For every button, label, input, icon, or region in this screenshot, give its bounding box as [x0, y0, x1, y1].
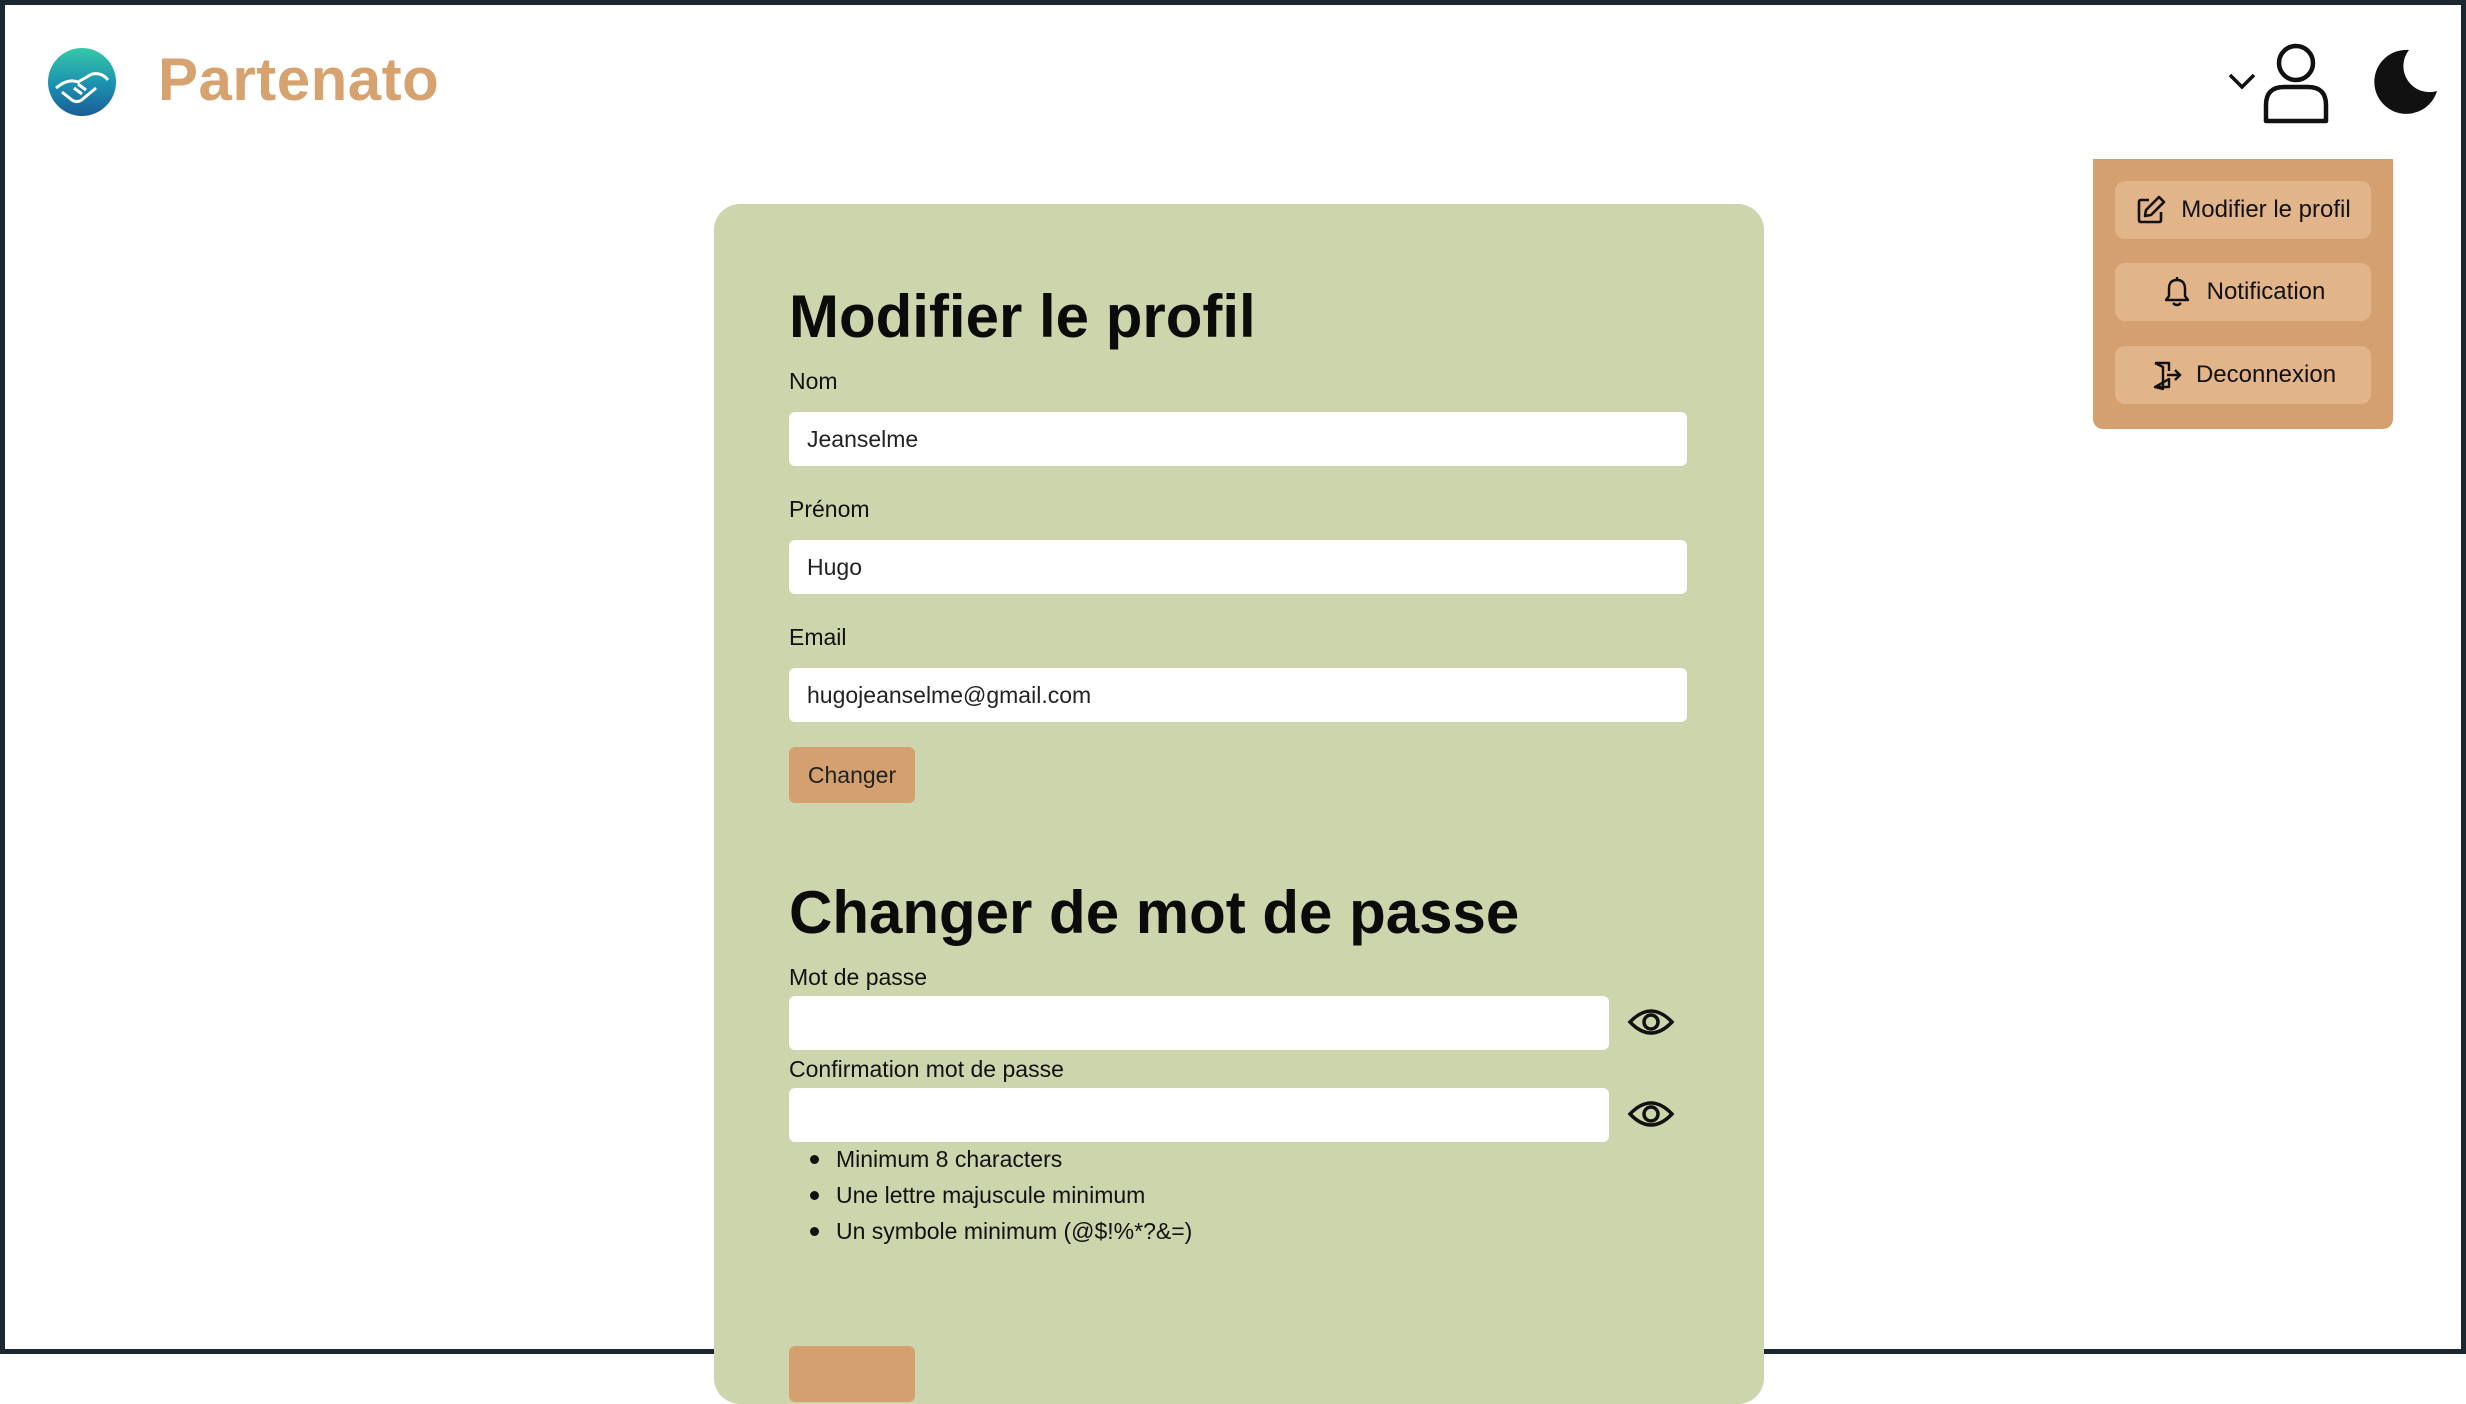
password-rule: Minimum 8 characters — [836, 1141, 1192, 1177]
password-title: Changer de mot de passe — [789, 879, 1520, 946]
password-rule: Une lettre majuscule minimum — [836, 1177, 1192, 1213]
moon-icon[interactable] — [2371, 47, 2439, 115]
password-rules-list — [836, 1141, 1192, 1249]
handshake-logo-icon[interactable] — [48, 48, 116, 116]
show-confirm-password-eye-icon[interactable] — [1627, 1094, 1675, 1134]
menu-item-label: Deconnexion — [2195, 361, 2337, 388]
bell-icon — [2161, 276, 2193, 308]
logout-icon — [2150, 359, 2182, 391]
email-input[interactable]: hugojeanselme@gmail.com — [789, 668, 1687, 722]
prenom-input[interactable]: Hugo — [789, 540, 1687, 594]
show-password-eye-icon[interactable] — [1627, 1002, 1675, 1042]
user-dropdown-menu — [2093, 159, 2393, 429]
menu-item-edit-profile[interactable] — [2115, 181, 2371, 239]
email-label: Email — [789, 624, 847, 650]
edit-icon — [2135, 194, 2167, 226]
menu-item-logout[interactable] — [2115, 346, 2371, 404]
confirm-password-input[interactable] — [789, 1088, 1609, 1142]
nom-input[interactable]: Jeanselme — [789, 412, 1687, 466]
menu-item-label: Modifier le profil — [2181, 196, 2351, 223]
prenom-label: Prénom — [789, 496, 870, 522]
chevron-down-icon[interactable] — [2227, 71, 2257, 91]
password-rule: Un symbole minimum (@$!%*?&=) — [836, 1213, 1192, 1249]
password-label: Mot de passe — [789, 964, 928, 990]
brand-name[interactable]: Partenato — [158, 46, 440, 113]
menu-item-notification[interactable] — [2115, 263, 2371, 321]
user-icon[interactable] — [2260, 41, 2332, 125]
confirm-password-label: Confirmation mot de passe — [789, 1056, 1064, 1082]
profile-title: Modifier le profil — [789, 283, 1256, 350]
change-profile-button[interactable]: Changer — [789, 747, 915, 803]
menu-item-label: Notification — [2206, 278, 2326, 305]
change-password-button[interactable] — [789, 1346, 915, 1402]
password-input[interactable] — [789, 996, 1609, 1050]
top-bar — [5, 5, 2461, 155]
profile-card — [714, 204, 1764, 1404]
nom-label: Nom — [789, 368, 838, 394]
